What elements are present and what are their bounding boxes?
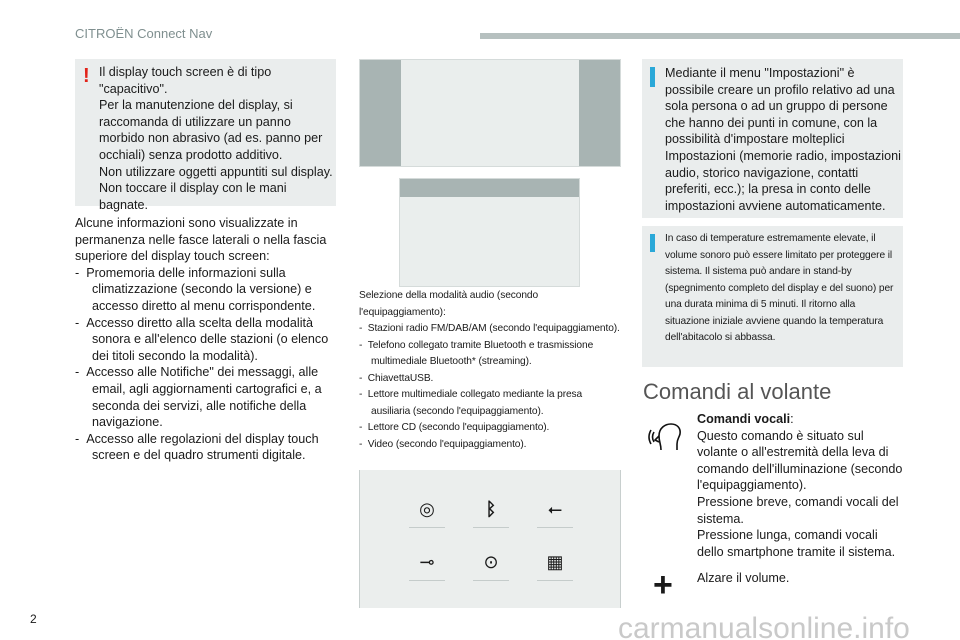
page-number: 2 bbox=[30, 612, 37, 626]
aux-jack-icon[interactable]: ⊸ bbox=[419, 552, 435, 572]
caption-intro: Selezione della modalità audio (secondo l'equipaggiamento): bbox=[359, 290, 539, 318]
voice-line: Pressione lunga, comandi vocali dello smartphone tramite il sistema. bbox=[697, 528, 896, 559]
side-band-right bbox=[579, 60, 620, 166]
list-item: - Accesso diretto alla scelta della modalità sonora e all'elenco delle stazioni (o elenco dei titoli secondo la modalità). bbox=[75, 315, 329, 363]
warning-line: raccomanda di utilizzare un panno bbox=[99, 114, 291, 129]
audio-caption bbox=[359, 288, 621, 453]
warning-text bbox=[99, 64, 339, 213]
cd-icon[interactable]: ⊙ bbox=[483, 552, 499, 572]
divider bbox=[473, 580, 509, 581]
info-icon bbox=[650, 67, 655, 87]
plus-icon: + bbox=[653, 566, 673, 604]
divider bbox=[409, 527, 445, 528]
info-icon bbox=[650, 234, 655, 252]
display-top-band-illustration bbox=[399, 178, 580, 287]
audio-source-panel bbox=[359, 470, 621, 608]
divider bbox=[537, 527, 573, 528]
voice-title: Comandi vocali bbox=[697, 412, 791, 426]
colon: : bbox=[790, 412, 794, 426]
info-box-profiles bbox=[642, 59, 903, 218]
section-heading: Comandi al volante bbox=[643, 379, 832, 404]
warning-line: morbido non abrasivo (ad es. panno per bbox=[99, 131, 323, 146]
divider bbox=[409, 580, 445, 581]
list-item: - Telefono collegato tramite Bluetooth e trasmissione multimediale Bluetooth* (streaming). bbox=[359, 339, 594, 367]
volume-up-text: Alzare il volume. bbox=[697, 571, 790, 585]
side-band-left bbox=[360, 60, 401, 166]
warning-line: Non utilizzare oggetti appuntiti sul display. bbox=[99, 164, 333, 179]
left-text bbox=[75, 215, 337, 464]
list-item: - Accesso alle regolazioni del display touch screen e del quadro strumenti digitale. bbox=[75, 431, 319, 463]
warning-line: occhiali) senza prodotto additivo. bbox=[99, 147, 283, 162]
usb-icon[interactable]: ⭠ bbox=[547, 499, 563, 519]
header-title: CITROËN Connect Nav bbox=[75, 26, 213, 41]
list-item: - ChiavettaUSB. bbox=[359, 372, 434, 384]
watermark: carmanualsonline.info bbox=[618, 612, 910, 640]
info-text: In caso di temperature estremamente elevate, il volume sonoro può essere limitato per proteggere il sistema. Il sistema può andare in stand-by (spegnimento completo del display e del suono) per una durata minima di 5 minuti. Il ritorno alla situazione iniziale avviene quando la temperatura dell'abitacolo si abbassa. bbox=[665, 233, 894, 343]
top-band bbox=[400, 179, 579, 197]
list-item: - Accesso alle Notifiche" dei messaggi, alle email, agli aggiornamenti cartografici e, a seconda dei servizi, alle notifiche della navigazione. bbox=[75, 365, 322, 430]
info-box-temperature bbox=[642, 226, 903, 367]
warning-line: "capacitivo". bbox=[99, 81, 168, 96]
radio-icon[interactable]: ◎ bbox=[419, 499, 435, 519]
exclamation-icon: ! bbox=[83, 65, 90, 87]
list-item: - Lettore multimediale collegato mediante la presa ausiliaria (secondo l'equipaggiamento). bbox=[359, 389, 583, 417]
divider bbox=[537, 580, 573, 581]
warning-box bbox=[75, 59, 336, 212]
voice-command-icon bbox=[647, 420, 683, 461]
list-item: - Lettore CD (secondo l'equipaggiamento). bbox=[359, 422, 550, 433]
bluetooth-icon[interactable]: ᛒ bbox=[485, 499, 497, 519]
list-item: - Promemoria delle informazioni sulla climatizzazione (secondo la versione) e accesso diretto al menu corrispondente. bbox=[75, 265, 316, 313]
info-text: Mediante il menu "Impostazioni" è possibile creare un profilo relativo ad una sola persona o ad un gruppo di persone che hanno dei punti in comune, con la possibilità d'impostare molteplici Impostazioni (memorie radio, impostazioni audio, storico navigazione, contatti preferiti, ecc.); la presa in conto delle impostazioni avviene automaticamente. bbox=[665, 66, 901, 213]
voice-command-text bbox=[697, 411, 907, 560]
header-bar bbox=[480, 33, 960, 39]
intro-paragraph: Alcune informazioni sono visualizzate in permanenza nelle fasce laterali o nella fascia superiore del display touch screen: bbox=[75, 216, 327, 264]
voice-line: Questo comando è situato sul volante o all'estremità della leva di comando dell'illuminazione (secondo l'equipaggiamento). bbox=[697, 428, 903, 493]
warning-line: Il display touch screen è di tipo bbox=[99, 65, 272, 79]
list-item: - Video (secondo l'equipaggiamento). bbox=[359, 438, 527, 450]
warning-line: Per la manutenzione del display, si bbox=[99, 98, 293, 113]
display-side-bands-illustration bbox=[359, 59, 621, 167]
video-icon[interactable]: ▦ bbox=[546, 552, 564, 572]
list-item: - Stazioni radio FM/DAB/AM (secondo l'equipaggiamento). bbox=[359, 323, 620, 334]
voice-line: Pressione breve, comandi vocali del sistema. bbox=[697, 494, 899, 526]
divider bbox=[473, 527, 509, 528]
warning-line: Non toccare il display con le mani bagnate. bbox=[99, 181, 287, 212]
